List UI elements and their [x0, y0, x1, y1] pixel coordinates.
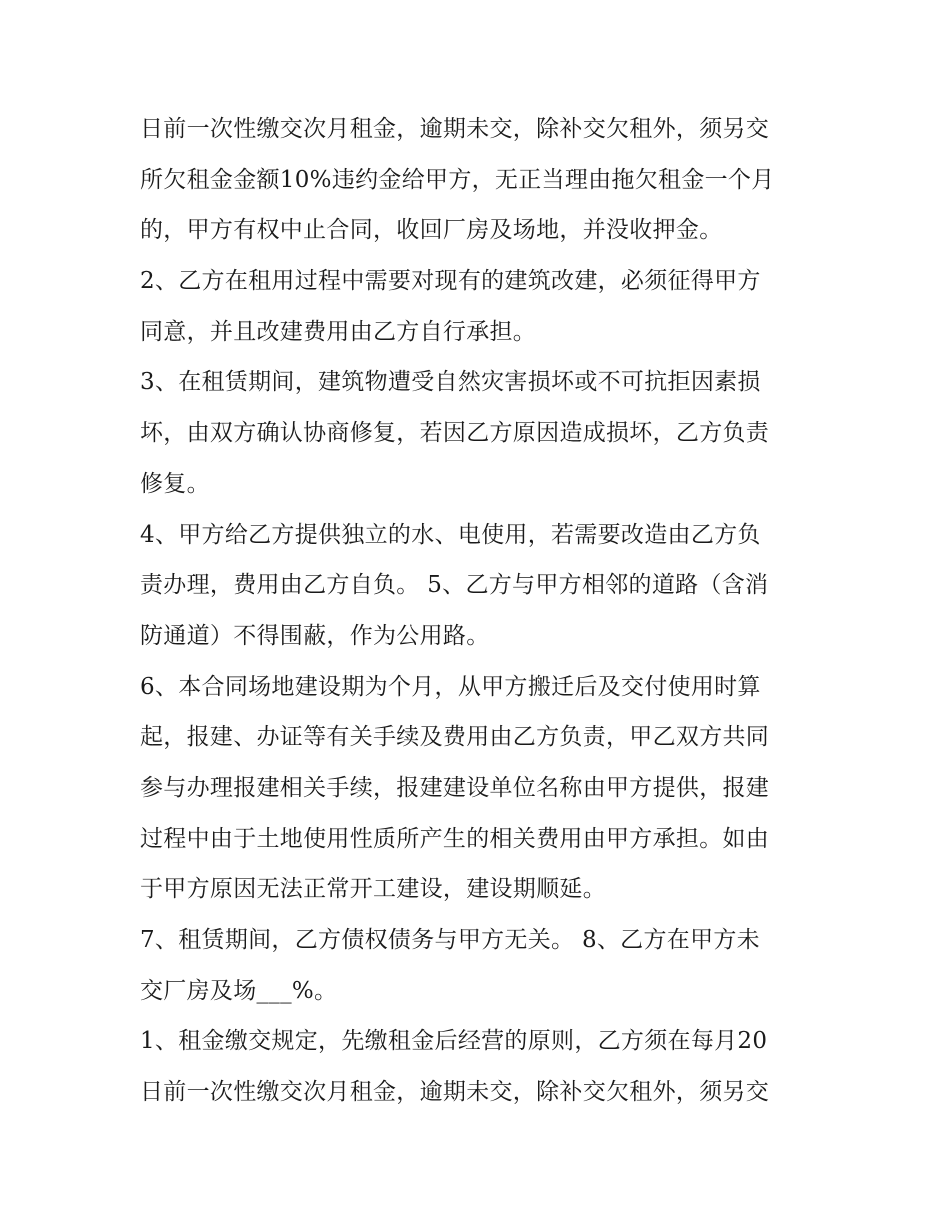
- document-body: [140, 104, 820, 1118]
- text-line: 日前一次性缴交次月租金，逾期未交，除补交欠租外，须另交: [140, 116, 770, 142]
- text-line: 防通道）不得围蔽，作为公用路。: [140, 622, 490, 649]
- text-line: 2、乙方在租用过程中需要对现有的建筑改建，必须征得甲方: [140, 268, 761, 295]
- text-line: 6、本合同场地建设期为个月，从甲方搬迁后及交付使用时算: [140, 673, 761, 700]
- text-line: 坏，由双方确认协商修复，若因乙方原因造成损坏，乙方负责: [140, 420, 770, 447]
- text-line: 3、在租赁期间，建筑物遭受自然灾害损坏或不可抗拒因素损: [140, 369, 761, 396]
- text-line: 于甲方原因无法正常开工建设，建设期顺延。: [140, 876, 606, 903]
- text-line: 起，报建、办证等有关手续及费用由乙方负责，甲乙双方共同: [140, 724, 770, 751]
- text-line: 1、租金缴交规定，先缴租金后经营的原则，乙方须在每月20: [140, 1028, 768, 1055]
- text-line: 参与办理报建相关手续，报建建设单位名称由甲方提供，报建: [140, 774, 770, 801]
- text-line: 交厂房及场___%。: [140, 977, 338, 1004]
- text-line: 日前一次性缴交次月租金，逾期未交，除补交欠租外，须另交: [140, 1079, 770, 1106]
- text-line: 过程中由于土地使用性质所产生的相关费用由甲方承担。如由: [140, 825, 770, 852]
- text-line: 4、甲方给乙方提供独立的水、电使用，若需要改造由乙方负: [140, 521, 761, 548]
- text-line: 责办理，费用由乙方自负。 5、乙方与甲方相邻的道路（含消: [140, 572, 769, 599]
- text-line: 的，甲方有权中止合同，收回厂房及场地，并没收押金。: [140, 217, 723, 244]
- text-line: 修复。: [140, 470, 210, 497]
- text-line: 7、租赁期间，乙方债权债务与甲方无关。 8、乙方在甲方未: [140, 927, 760, 953]
- text-line: 所欠租金金额10%违约金给甲方，无正当理由拖欠租金一个月: [140, 166, 775, 193]
- text-line: 同意，并且改建费用由乙方自行承担。: [140, 318, 537, 345]
